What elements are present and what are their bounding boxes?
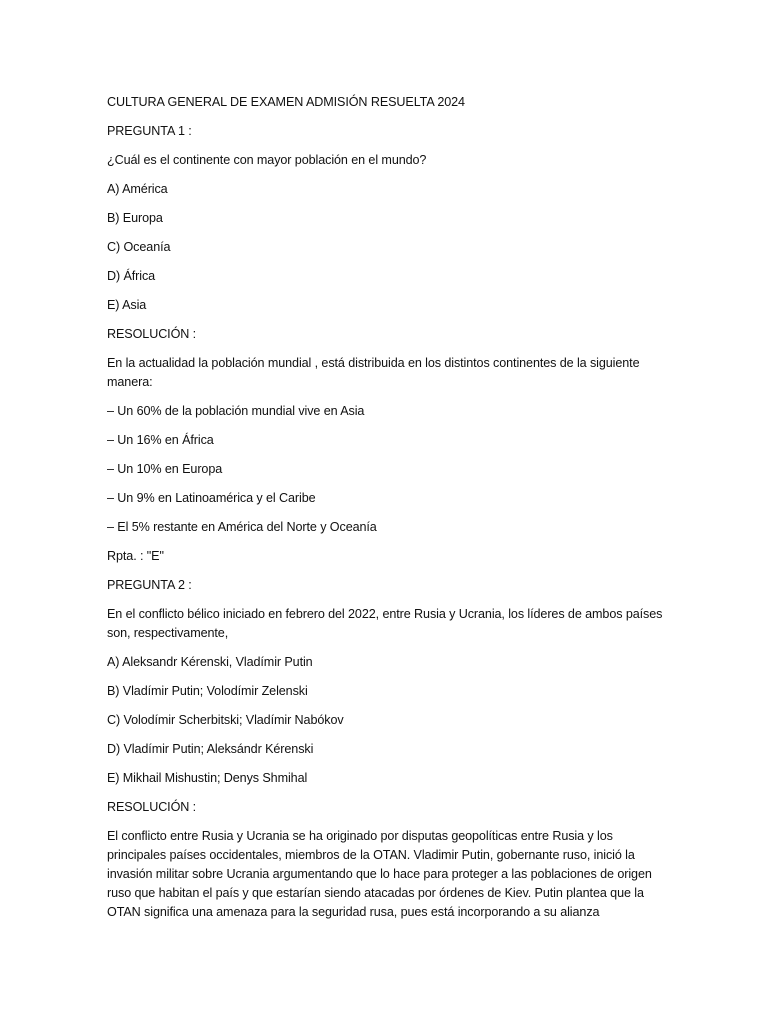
question-1-bullet-africa: – Un 16% en África bbox=[107, 433, 214, 447]
question-1-resolution-intro: En la actualidad la población mundial , está distribuida en los distintos continentes de la siguiente manera: bbox=[107, 356, 640, 389]
question-2-resolution-heading: RESOLUCIÓN : bbox=[107, 800, 197, 814]
question-1-bullet-norteamerica-oceania: – El 5% restante en América del Norte y Oceanía bbox=[107, 520, 377, 534]
question-1-heading: PREGUNTA 1 : bbox=[107, 124, 192, 138]
question-1-bullet-latinoamerica: – Un 9% en Latinoamérica y el Caribe bbox=[107, 491, 316, 505]
question-1-bullet-asia: – Un 60% de la población mundial vive en Asia bbox=[107, 404, 365, 418]
question-2-option-a: A) Aleksandr Kérenski, Vladímir Putin bbox=[107, 655, 313, 669]
question-2-option-e: E) Mikhail Mishustin; Denys Shmihal bbox=[107, 771, 308, 785]
question-2-resolution-text: El conflicto entre Rusia y Ucrania se ha originado por disputas geopolíticas entre Rusia y los principales países occidentales, miembros de la OTAN. Vladimir Putin, gobernante ruso, inició la invasión militar sobre Ucrania argumentando que lo hace para proteger a las poblaciones de origen ruso que habitan el país y que estarían siendo atacadas por órdenes de Kiev. Putin plantea que la OTAN significa una amenaza para la seguridad rusa, pues está incorporando a su alianza bbox=[107, 829, 652, 919]
question-2-heading: PREGUNTA 2 : bbox=[107, 578, 192, 592]
question-1-resolution-heading: RESOLUCIÓN : bbox=[107, 327, 197, 341]
question-1-text: ¿Cuál es el continente con mayor población en el mundo? bbox=[107, 153, 427, 167]
question-1-option-d: D) África bbox=[107, 269, 156, 283]
document-body bbox=[107, 93, 667, 922]
question-2-option-d: D) Vladímir Putin; Aleksándr Kérenski bbox=[107, 742, 314, 756]
question-1-option-c: C) Oceanía bbox=[107, 240, 171, 254]
question-1-bullet-europa: – Un 10% en Europa bbox=[107, 462, 223, 476]
question-1-answer: Rpta. : "E" bbox=[107, 549, 164, 563]
question-1-option-b: B) Europa bbox=[107, 211, 163, 225]
question-2-option-c: C) Volodímir Scherbitski; Vladímir Nabókov bbox=[107, 713, 344, 727]
document-title: CULTURA GENERAL DE EXAMEN ADMISIÓN RESUELTA 2024 bbox=[107, 95, 465, 109]
question-2-option-b: B) Vladímir Putin; Volodímir Zelenski bbox=[107, 684, 308, 698]
question-2-text: En el conflicto bélico iniciado en febrero del 2022, entre Rusia y Ucrania, los líderes de ambos países son, respectivamente, bbox=[107, 607, 663, 640]
question-1-option-e: E) Asia bbox=[107, 298, 147, 312]
question-1-option-a: A) América bbox=[107, 182, 168, 196]
